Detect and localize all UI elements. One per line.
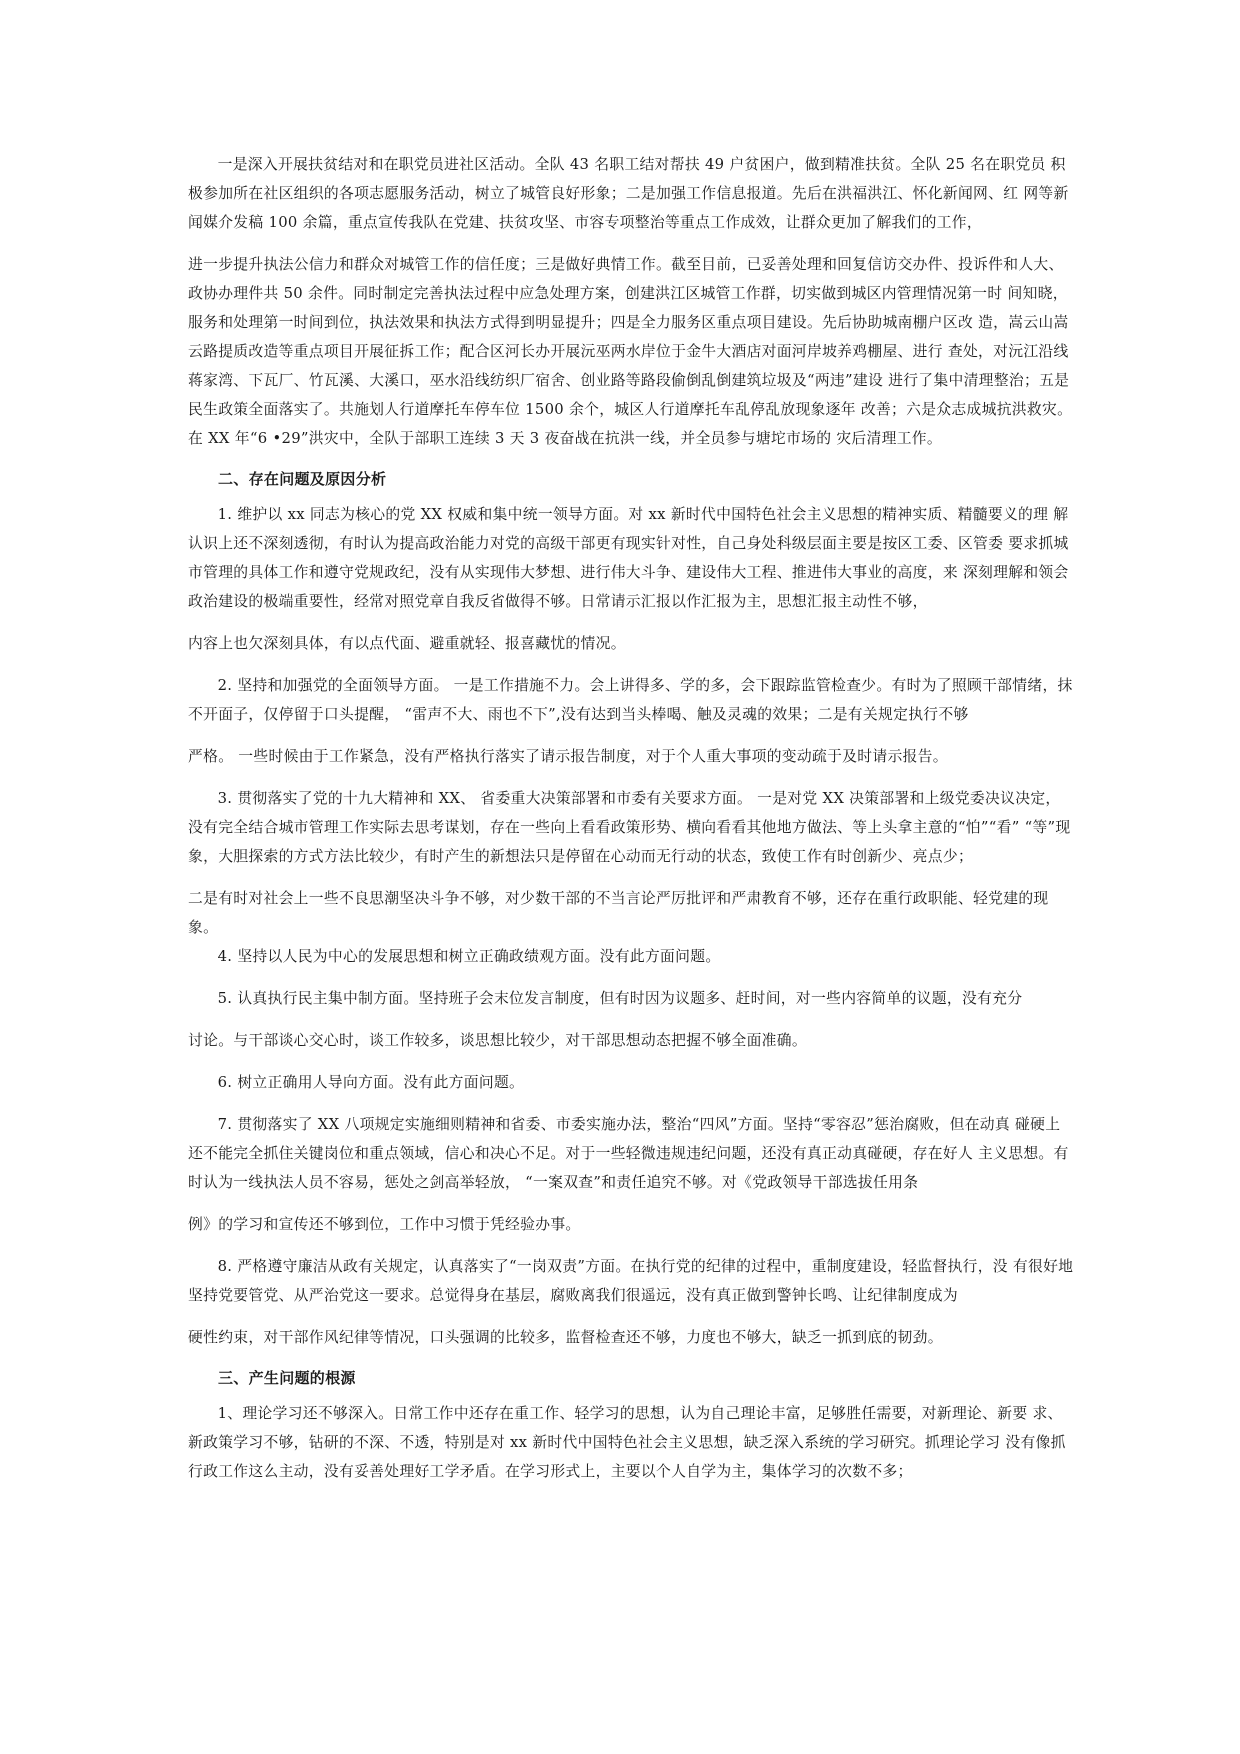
paragraph: 一是深入开展扶贫结对和在职党员进社区活动。全队 43 名职工结对帮扶 49 户贫困户，做到精准扶贫。全队 25 名在职党员 积极参加所在社区组织的各项志愿服务活动，树立了城管良好形象；二是加强工作信息报道。先后在洪福洪江、怀化新闻网、红 网等新闻媒介发稿 100 余篇，重点宣传我队在党建、扶贫攻坚、市容专项整治等重点工作成效，让群众更加了解我们的工作， (188, 156, 1069, 231)
paragraph: 1、理论学习还不够深入。日常工作中还存在重工作、轻学习的思想，认为自己理论丰富，足够胜任需要，对新理论、新要 求、新政策学习不够，钻研的不深、不透，特别是对 xx 新时代中国特色社会主义思想，缺乏深入系统的学习研究。抓理论学习 没有像抓行政工作这么主动，没有妥善处理好工学矛盾。在学习形式上，主要以个人自学为主，集体学习的次数不多； (188, 1405, 1066, 1480)
paragraph: 讨论。与干部谈心交心时，谈工作较多，谈思想比较少，对干部思想动态把握不够全面准确。 (188, 1032, 807, 1049)
paragraph: 3. 贯彻落实了党的十九大精神和 XX、 省委重大决策部署和市委有关要求方面。 一是对党 XX 决策部署和上级党委决议决定， 没有完全结合城市管理工作实际去思考谋划，存在一些向上看看政策形势、横向看看其他地方做法、等上头拿主意的“怕”“看” “等”现象，大胆探索的方式方法比较少，有时产生的新想法只是停留在心动而无行动的状态，致使工作有时创新少、亮点少； (188, 790, 1071, 865)
paragraph: 进一步提升执法公信力和群众对城管工作的信任度；三是做好典情工作。截至目前，已妥善处理和回复信访交办件、投诉件和人大、政协办理件共 50 余件。同时制定完善执法过程中应急处理方案，创建洪江区城管工作群，切实做到城区内管理情况第一时 间知晓，服务和处理第一时间到位，执法效果和执法方式得到明显提升；四是全力服务区重点项目建设。先后协助城南棚户区改 造，嵩云山嵩云路提质改造等重点项目开展征拆工作；配合区河长办开展沅巫两水岸位于金牛大酒店对面河岸坡养鸡棚屋、进行 查处，对沅江沿线蒋家湾、下瓦厂、竹瓦溪、大溪口，巫水沿线纺织厂宿舍、创业路等路段偷倒乱倒建筑垃圾及“两违”建设 进行了集中清理整治；五是民生政策全面落实了。共施划人行道摩托车停车位 1500 余个，城区人行道摩托车乱停乱放现象逐年 改善；六是众志成城抗洪救灾。在 XX 年“6 •29”洪灾中，全队于部职工连续 3 天 3 夜奋战在抗洪一线，并全员参与塘坨市场的 灾后清理工作。 (188, 256, 1073, 447)
paragraph: 4. 坚持以人民为中心的发展思想和树立正确政绩观方面。没有此方面问题。 (217, 948, 721, 965)
section-heading: 二、存在问题及原因分析 (218, 470, 387, 488)
paragraph: 例》的学习和宣传还不够到位，工作中习惯于凭经验办事。 (188, 1216, 581, 1233)
document-body (188, 150, 1074, 1486)
paragraph: 5. 认真执行民主集中制方面。坚持班子会末位发言制度，但有时因为议题多、赶时间，对一些内容简单的议题，没有充分 (217, 990, 1023, 1007)
paragraph: 6. 树立正确用人导向方面。没有此方面问题。 (217, 1074, 525, 1091)
paragraph: 内容上也欠深刻具体，有以点代面、避重就轻、报喜藏忧的情况。 (188, 635, 626, 652)
paragraph: 7. 贯彻落实了 XX 八项规定实施细则精神和省委、市委实施办法，整治“四风”方面。坚持“零容忍”惩治腐败，但在动真 碰硬上还不能完全抓住关键岗位和重点领域，信心和决心不足。对于一些轻微违规违纪问题，还没有真正动真碰硬，存在好人 主义思想。有时认为一线执法人员不容易，惩处之剑高举轻放， “一案双查”和责任追究不够。对《党政领导干部选拔任用条 (188, 1116, 1069, 1191)
paragraph: 8. 严格遵守廉洁从政有关规定，认真落实了“一岗双责”方面。在执行党的纪律的过程中，重制度建设，轻监督执行，没 有很好地坚持党要管党、从严治党这一要求。总觉得身在基层，腐败离我们很遥远，没有真正做到警钟长鸣、让纪律制度成为 (188, 1258, 1074, 1304)
paragraph: 二是有时对社会上一些不良思潮坚决斗争不够，对少数干部的不当言论严厉批评和严肃教育不够，还存在重行政职能、轻党建的现象。 (188, 890, 1049, 936)
paragraph: 2. 坚持和加强党的全面领导方面。 一是工作措施不力。会上讲得多、学的多，会下跟踪监管检查少。有时为了照顾干部情绪，抹不开面子，仅停留于口头提醒， “雷声不大、雨也不下”,没有达到当头棒喝、触及灵魂的效果；二是有关规定执行不够 (188, 677, 1073, 723)
paragraph: 硬性约束，对干部作风纪律等情况，口头强调的比较多，监督检查还不够，力度也不够大，缺乏一抓到底的韧劲。 (188, 1329, 943, 1346)
section-heading: 三、产生问题的根源 (218, 1369, 356, 1387)
paragraph: 严格。 一些时候由于工作紧急，没有严格执行落实了请示报告制度，对于个人重大事项的变动疏于及时请示报告。 (188, 748, 948, 765)
paragraph: 1. 维护以 xx 同志为核心的党 XX 权威和集中统一领导方面。对 xx 新时代中国特色社会主义思想的精神实质、精髓要义的理 解认识上还不深刻透彻，有时认为提高政治能力对党的高级干部更有现实针对性，自己身处科级层面主要是按区工委、区管委 要求抓城市管理的具体工作和遵守党规政纪，没有从实现伟大梦想、进行伟大斗争、建设伟大工程、推进伟大事业的高度，来 深刻理解和领会政治建设的极端重要性，经常对照党章自我反省做得不够。日常请示汇报以作汇报为主，思想汇报主动性不够， (188, 506, 1069, 610)
